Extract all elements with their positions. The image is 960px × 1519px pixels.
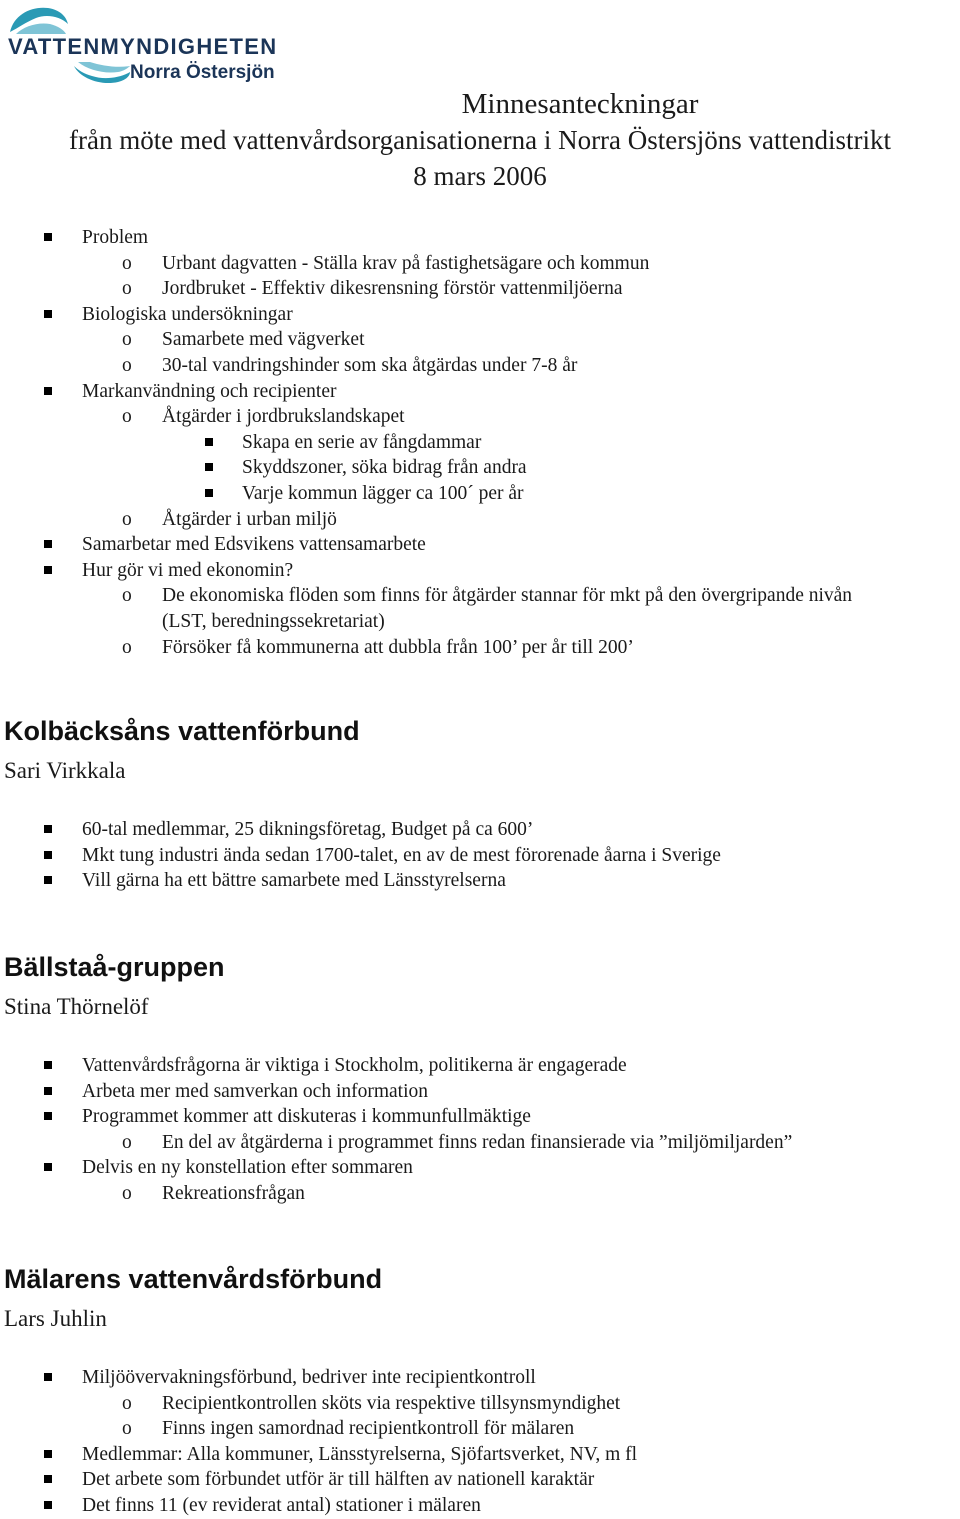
section-title: Mälarens vattenvårdsförbund <box>4 1264 383 1294</box>
square-bullet-icon <box>44 1061 52 1069</box>
list-item: Samarbetar med Edsvikens vattensamarbete <box>82 534 426 556</box>
circle-bullet-icon: o <box>122 1131 132 1153</box>
list-item: Det arbete som förbundet utför är till hälften av nationell karaktär <box>82 1469 595 1491</box>
list-item: Recipientkontrollen sköts via respektive tillsynsmyndighet <box>162 1392 621 1414</box>
list-item: 60-tal medlemmar, 25 dikningsföretag, Budget på ca 600’ <box>82 819 534 840</box>
document-title: Minnesanteckningar <box>461 88 699 120</box>
list-item: En del av åtgärderna i programmet finns redan finansierade via ”miljömiljarden” <box>162 1131 793 1153</box>
list-item: Det finns 11 (ev reviderat antal) stationer i mälaren <box>82 1495 481 1516</box>
list-item: Finns ingen samordnad recipientkontroll för mälaren <box>162 1418 575 1440</box>
circle-bullet-icon: o <box>122 1418 132 1440</box>
list-item: Biologiska undersökningar <box>82 303 293 325</box>
list-item: Mkt tung industri ända sedan 1700-talet, en av de mest förorenade åarna i Sverige <box>82 844 721 866</box>
document-header <box>0 86 960 194</box>
square-bullet-icon <box>205 489 213 497</box>
square-bullet-icon <box>44 1112 52 1120</box>
circle-bullet-icon: o <box>122 252 132 274</box>
list-item: Åtgärder i urban miljö <box>162 508 337 530</box>
square-bullet-icon <box>44 387 52 395</box>
list-item: Delvis en ny konstellation efter sommaren <box>82 1157 413 1179</box>
list-item: Vattenvårdsfrågorna är viktiga i Stockholm, politikerna är engagerade <box>82 1055 627 1076</box>
circle-bullet-icon: o <box>122 1392 132 1414</box>
list-item: Medlemmar: Alla kommuner, Länsstyrelserna, Sjöfartsverket, NV, m fl <box>82 1443 638 1465</box>
circle-bullet-icon: o <box>122 1183 132 1204</box>
square-bullet-icon <box>44 1501 52 1509</box>
square-bullet-icon <box>44 1163 52 1171</box>
list-item: Samarbete med vägverket <box>162 329 365 351</box>
document-date: 8 mars 2006 <box>413 161 547 191</box>
square-bullet-icon <box>44 825 52 833</box>
list-item: De ekonomiska flöden som finns för åtgärder stannar för mkt på den övergripande nivån <box>162 585 853 607</box>
list-item: (LST, beredningssekretariat) <box>162 611 385 632</box>
section-person: Sari Virkkala <box>4 758 126 783</box>
circle-bullet-icon: o <box>122 636 132 658</box>
circle-bullet-icon: o <box>122 329 132 351</box>
square-bullet-icon <box>44 1475 52 1483</box>
list-item: Försöker få kommunerna att dubbla från 100’ per år till 200’ <box>162 636 634 658</box>
section-person: Stina Thörnelöf <box>4 994 149 1019</box>
square-bullet-icon <box>44 233 52 241</box>
circle-bullet-icon: o <box>122 355 132 376</box>
list-item: Åtgärder i jordbrukslandskapet <box>162 406 405 428</box>
list-item: 30-tal vandringshinder som ska åtgärdas under 7-8 år <box>162 355 578 376</box>
list-item: Urbant dagvatten - Ställa krav på fastighetsägare och kommun <box>162 252 650 274</box>
square-bullet-icon <box>44 310 52 318</box>
square-bullet-icon <box>44 851 52 859</box>
square-bullet-icon <box>44 876 52 884</box>
list-item: Rekreationsfrågan <box>162 1183 305 1204</box>
square-bullet-icon <box>44 1087 52 1095</box>
list-item: Skyddszoner, söka bidrag från andra <box>242 457 527 479</box>
document-subtitle: från möte med vattenvårdsorganisationerna i Norra Östersjöns vattendistrikt <box>68 125 892 155</box>
list-item: Vill gärna ha ett bättre samarbete med Länsstyrelserna <box>82 870 506 892</box>
circle-bullet-icon: o <box>122 406 132 428</box>
section-title: Bällstaå-gruppen <box>4 952 225 982</box>
list-item: Miljöövervakningsförbund, bedriver inte recipientkontroll <box>82 1367 536 1388</box>
vattenmyndigheten-logo <box>8 4 308 84</box>
list-item: Skapa en serie av fångdammar <box>242 431 482 453</box>
list-item: Jordbruket - Effektiv dikesrensning förstör vattenmiljöerna <box>162 278 623 300</box>
square-bullet-icon <box>44 540 52 548</box>
list-item: Hur gör vi med ekonomin? <box>82 559 294 581</box>
logo-wordmark: VATTENMYNDIGHETEN <box>8 34 278 59</box>
square-bullet-icon <box>205 463 213 471</box>
list-item: Problem <box>82 227 149 248</box>
square-bullet-icon <box>44 1373 52 1381</box>
logo-region: Norra Östersjön <box>130 62 275 83</box>
list-item: Arbeta mer med samverkan och information <box>82 1080 429 1102</box>
list-item: Markanvändning och recipienter <box>82 380 337 402</box>
section-title: Kolbäcksåns vattenförbund <box>4 716 360 746</box>
square-bullet-icon <box>44 1450 52 1458</box>
circle-bullet-icon: o <box>122 278 132 300</box>
circle-bullet-icon: o <box>122 508 132 530</box>
square-bullet-icon <box>44 566 52 574</box>
square-bullet-icon <box>205 438 213 446</box>
circle-bullet-icon: o <box>122 585 132 607</box>
list-item: Programmet kommer att diskuteras i kommunfullmäktige <box>82 1106 531 1128</box>
section-person: Lars Juhlin <box>4 1306 107 1331</box>
list-item: Varje kommun lägger ca 100´ per år <box>242 483 524 504</box>
